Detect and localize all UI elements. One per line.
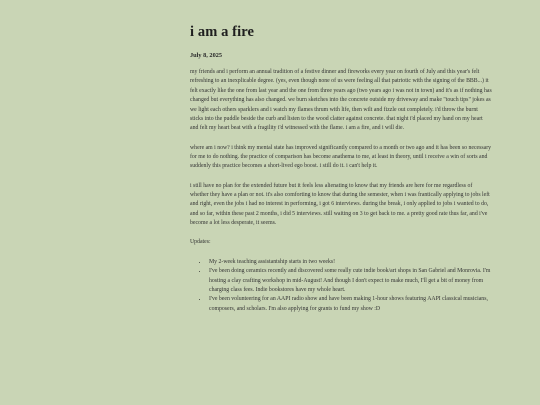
updates-heading: Updates: [190, 239, 211, 246]
list-item: • I've been doing ceramics recently and discovered some really cute indie book/art shops in San Gabriel and Monrovia. I'm hosting a clay crafting workshop in mid-August! And though I don't expect to make much, I'll get a bit of money from charging class fees. Indie bookstores have my whole heart. [208, 267, 492, 295]
list-item: • My 2-week teaching assistantship starts in two weeks! [208, 258, 492, 267]
paragraph: my friends and i perform an annual tradition of a festive dinner and fireworks every year on fourth of July and this year's felt refreshing to an inexplicable degree. (yes, even though none of us were feeling all that patriotic with the signing of the BBB...) it felt exactly like the one from last year and the one from three years ago (two years ago i was not in town) and it's as if nothing has changed but everything has also changed. we burn sketches into the concrete outside my driveway and make "touch tips" jokes as we light each others sparklers and i watch my flames thrum with life, then wilt and fizzle out completely. i'd throw the burnt sticks into the puddle beside the curb and listen to the wood clatter against concrete. that night i'd placed my hand on my heart and felt my heart beat with a fragility i'd witnessed with the flame. i am a fire, and i will die. [190, 69, 492, 132]
post-date: July 8, 2025 [190, 52, 223, 59]
post-body [190, 68, 492, 314]
paragraph: where am i now? i think my mental state has improved significantly compared to a month or two ago and it has been so necessary for me to do nothing. the practice of comparison has become anathema to me, at least in theory, until i receive a win of sorts and suddenly this practice becomes a short-lived ego boost. i still do it. i can't help it. [190, 144, 492, 170]
updates-list [190, 258, 492, 314]
paragraph: i still have no plan for the extended future but it feels less alienating to know that my friends are here for me regardless of whether they have a plan or not. it's also comforting to know that during the semester, when i was frantically applying to jobs left and right, even the jobs i had no interest in performing, i got 6 interviews. during the break, i only applied to jobs i wanted to do, and so far, within these past 2 months, i did 5 interviews. still waiting on 3 to get back to me. a pretty good rate thus far, and i've become a lot less desperate, it seems. [190, 182, 490, 227]
post-title: i am a fire [190, 24, 255, 40]
list-item: • I've been volunteering for an AAPI radio show and have been making 1-hour shows featuring AAPI classical musicians, composers, and scholars. I'm also applying for grants to fund my show :D [208, 295, 492, 314]
